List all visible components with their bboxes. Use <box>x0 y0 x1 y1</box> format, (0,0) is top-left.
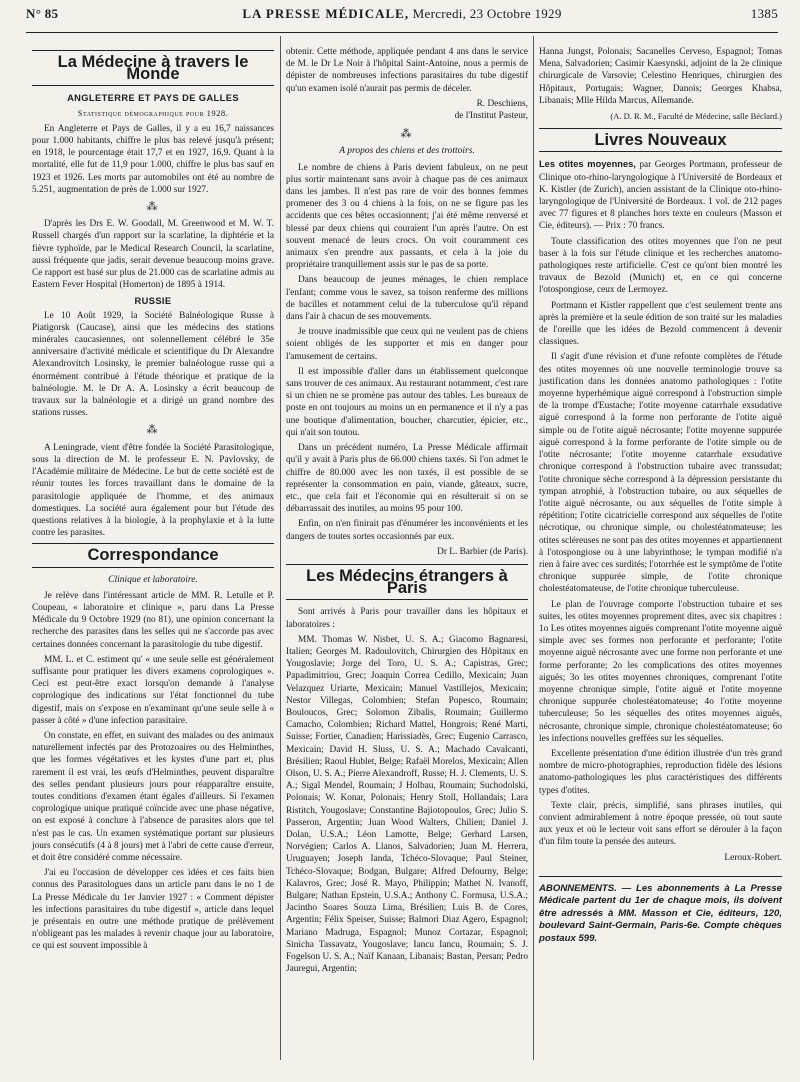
page-number: 1385 <box>750 6 778 21</box>
asterism-separator: ⁂ <box>146 201 160 214</box>
section-title-box <box>539 128 782 152</box>
paragraph: D'après les Drs E. W. Goodall, M. Greenwood et M. W. T. Russell chargés d'un rapport sur la scarlatine, la diphtérie et la fièvre typhoïde, par le Medical Research Council, la scarlatine, aussi fréquente que jadis, serait devenue beaucoup moins grave. Ce rapport est basé sur plus de 21.000 cas de scarlatine admis au Eastern Fever Hospital (Homerton) de 1895 à 1914. <box>32 219 274 291</box>
paragraph: obtenir. Cette méthode, appliquée pendant 4 ans dans le service de M. le Dr Le Noir à l'hôpital Saint-Antoine, nous a permis de dépister de nombreuses infections parasitaires du tube digestif qu'un examen isolé n'aurait pas permis de déceler. <box>286 47 528 94</box>
paragraph: Hanna Jungst, Polonais; Sacanelles Cerveso, Espagnol; Tomas Mena, Salvadorien; Casimir Kaesynski, adjoint de la 2e clinique chirurgicale de Varsovie; Celestino Henriques, chirurgien des Hôpitaux, Portugais; Wagner, Danois; Georges Khabsa, Libanais; Mlle Hilda Marcus, Allemande. <box>539 47 782 106</box>
paragraph: MM. L. et C. estiment qu' « une seule selle est généralement suffisante pour pratiquer les divers examens coprologiques ». Ceci est peut-être exact lorsqu'on demande à l'analyse coprologique des indications sur l'état fonctionnel du tube digestif, mais on s'expose en n'examinant qu'une seule selle à « passer à côté » d'une infection parasitaire. <box>32 654 274 726</box>
section-title-box <box>286 564 528 600</box>
paragraph: A Leningrade, vient d'être fondée la Société Parasitologique, sous la direction de M. le professeur E. N. Pavlovsky, de l'Académie militaire de Médecine. Le but de cette société est de réunir toutes les forces travaillant dans le domaine de la parasitologie appliquée de l'homme, et des animaux domestiques. La société aura également pour but l'étude des questions relatives à la biologie, à la prophylaxie et à la lutte contre les parasites. <box>32 442 274 539</box>
column-right <box>539 46 782 945</box>
signature-affiliation: de l'Institut Pasteur, <box>454 111 528 122</box>
paragraph: J'ai eu l'occasion de développer ces idées et ces faits bien connus des Parasitologues dans un article paru dans le no 1 de La Presse Médicale du 1er Janvier 1927 : « Comment dépister les infections parasitaires du tube digestif », article dans lequel je présentais en outre une méthode pratique de prélèvement n'obligeant pas les malades à revenir chaque jour au laboratoire, ce qui est souvent impossible à <box>32 868 274 952</box>
subscription-notice: ABONNEMENTS. — Les abonnements à La Presse Médicale partent du 1er de chaque mois, ils doivent être adressés à MM. Masson et Cie, éditeurs, 120, boulevard Saint-Germain, Paris-6e. Compte chèques postaux 599. <box>539 876 782 946</box>
author-signature <box>286 98 528 122</box>
paragraph: Dans un précédent numéro, La Presse Médicale affirmait qu'il y avait à Paris plus de 66.000 chiens taxés. Si l'on admet le chiffre de 80.000 avec les non taxés, il est possible de se représenter la consommation en pain, viande, gâteaux, sucre, etc., que cela fait et l'économie qui en résulterait si on se débarrassait des inutiles, au moins 95 pour 100. <box>286 443 528 515</box>
paragraph: Le 10 Août 1929, la Société Balnéologique Russe à Piatigorsk (Caucase), ainsi que les médecins des stations minérales caucasiennes, ont solennellement célébré le 35e anniversaire d'activité médicale et scientifique du Dr Alexandre Alexandrovitch Losinsky, le premier balnéologue russe qui a énormément contribué à l'étude théorique et pratique de la balnéologie. M. le Dr A. A. Losinsky a écrit beaucoup de travaux sur la balnéologie et a dirigé un grand nombre des stations russes. <box>32 310 274 419</box>
paragraph: Il est impossible d'aller dans un établissement quelconque sans trouver de ces animaux. Au restaurant notamment, c'est rare si un chien ne se promène pas autour des tables. Les bureaux de poste en ont toujours au moins un en permanence et il n'y a pas une boutique d'alimentation, boucher, charcutier, épicier, etc., qui n'ait son toutou. <box>286 366 528 438</box>
section-title: La Médecine à travers le Monde <box>57 53 249 84</box>
paragraph: Enfin, on n'en finirait pas d'énumérer les inconvénients et les dangers de toutes sortes occasionnés par eux. <box>286 519 528 542</box>
paragraph: Portmann et Kistler rappellent que c'est seulement trente ans après la première et la seule édition de son traité sur les maladies de l'oreille que les idées de Bezold commencent à devenir classiques. <box>539 300 782 348</box>
paragraph: Le plan de l'ouvrage comporte l'obstruction tubaire et ses suites, les otites moyennes proprement dites, avec six chapitres : 1o Les otites moyennes aiguës comprenant l'otite moyenne aiguë simple avec ses formes non perforante et perforante; l'otite moyenne aiguë nécrosante avec une forme non perforante et une forme perforante; 2o les complications des otites moyennes aiguës; 3o les otites moyennes chroniques, comprenant l'otite moyenne chronique simple, l'otite aiguë et l'otite moyenne chronique suppurée cholestéatomateuse; 4o l'otite moyenne tuberculeuse; 5o les séquelles des otites moyennes aiguës, nécrosante, chronique simple, chronique cholestéatomateuse; 6o les infections nouvelles greffées sur les séquelles. <box>539 599 782 744</box>
paragraph: Texte clair, précis, simplifié, sans phrases inutiles, qui convient admirablement à notre époque pressée, où tout saute aux yeux et où le lecteur voit sans effort se dérouler à la façon d'un film toute la pensée des auteurs. <box>539 800 782 848</box>
subsection-subtitle: Statistique démographique pour 1928. <box>77 107 229 118</box>
reviewer-signature: Leroux-Robert. <box>724 852 782 863</box>
asterism-separator: ⁂ <box>400 128 414 141</box>
list-source: (A. D. R. M., Faculté de Médecine, salle Béclard.) <box>610 111 782 122</box>
column-divider <box>533 36 534 1060</box>
book-title: Les otites moyennes, <box>539 159 636 170</box>
signature-name: R. Deschiens, <box>476 98 528 109</box>
book-details: par Georges Portmann, professeur de Clinique oto-rhino-laryngologique à l'Université de Bordeaux et K. Kistler (de Zurich), ancien assistant de la Clinique oto-rhino-laryngologique de l'Université de Bordeaux. 1 vol. de 212 pages avec 77 figures et 8 planches hors texte en couleurs (Masson et Cie, éditeurs). — Prix : 70 francs. <box>539 160 783 232</box>
header-rule <box>26 32 778 33</box>
paragraph: Dans beaucoup de jeunes ménages, le chien remplace l'enfant; comme vous le savez, sa toison renferme des millions de bacilles et notamment celui de la tuberculose qu'il répand dans l'air à chacun de ses mouvements. <box>286 275 528 323</box>
masthead <box>26 6 778 22</box>
paragraph: Le nombre de chiens à Paris devient fabuleux, on ne peut plus sortir maintenant sans avoir à chaque pas de ces animaux dans les jambes. Il n'est pas rare de voir des bonnes femmes promener des 3 ou 4 chiens à la fois, on ne se figure pas les accidents que ces bêtes occasionnent; j'ai été même renversé et blessé par deux chiens qui couraient l'un après l'autre. On est souvent menacé de leurs crocs. On voit couramment ces animaux s'en prendre aux passants, et cela à la joie du propriétaire tranquillement assis sur le pas de sa porte. <box>286 162 528 271</box>
paragraph: En Angleterre et Pays de Galles, il y a eu 16,7 naissances pour 1.000 habitants, chiffre le plus bas relevé jusqu'à présent; en 1918, le pourcentage était 17,7 et en 1927, 16,9. Quant à la mortalité, elle fut de 11,9 pour 1.000, chiffre le plus bas sauf en 1923 et 1926. Les morts par automobiles ont été au nombre de 5.251, augmentation de près de 1.000 sur 1927. <box>32 123 274 195</box>
column-left <box>32 46 274 956</box>
section-title: Correspondance <box>87 546 219 565</box>
column-middle <box>286 46 528 978</box>
section-title-box <box>32 543 274 567</box>
asterism-separator: ⁂ <box>146 424 160 437</box>
page-header <box>26 6 778 28</box>
paragraph: On constate, en effet, en suivant des malades ou des animaux naturellement infectés par des Protozoaires ou des Helminthes, que les formes végétatives et les kystes d'une part et, plus rarement il est vrai, les œufs d'Helminthes, peuvent disparaître des selles pendant plusieurs jours pour réapparaître ensuite, toutes conditions d'examen étant égales d'ailleurs. Si l'examen coprologique unique pratiqué coïncide avec une phase négative, on est exposé à conclure à l'absence de parasites alors que tel n'est pas le cas. Un examen systématique portant sur plusieurs jours consécutifs (4 à 8 jours) met à l'abri de cette cause d'erreur, et doit être considéré comme nécessaire. <box>32 730 274 863</box>
subsection-title: RUSSIE <box>134 296 172 307</box>
section-title: Les Médecins étrangers à Paris <box>306 566 508 598</box>
paragraph: Excellente présentation d'une édition illustrée d'un très grand nombre de micro-photographies, reproduction fidèle des lésions anatomo-pathologiques les plus caractéristiques des différents types d'otites. <box>539 748 782 796</box>
book-reference <box>539 158 782 232</box>
paragraph: Je relève dans l'intéressant article de MM. R. Letulle et P. Coupeau, « laboratoire et clinique », paru dans La Presse Médicale du 9 Octobre 1929 (no 81), une opinion concernant la recherche des parasites dans les selles qui ne s'accorde pas avec certaines données concernant la parasitologie du tube digestif. <box>32 590 274 650</box>
subsection-title: ANGLETERRE ET PAYS DE GALLES <box>67 93 239 104</box>
paragraph: Sont arrivés à Paris pour travailler dans les hôpitaux et laboratoires : <box>286 607 528 630</box>
section-title-box <box>32 50 274 86</box>
paragraph: Je trouve inadmissible que ceux qui ne veulent pas de chiens soient obligés de les supporter et mis en danger pour l'amusement de certains. <box>286 327 528 362</box>
issue-number: N° 85 <box>26 6 59 21</box>
author-signature: Dr L. Barbier (de Paris). <box>437 546 528 557</box>
article-title: Clinique et laboratoire. <box>108 574 198 585</box>
column-divider <box>280 36 281 1060</box>
journal-name: LA PRESSE MÉDICALE, <box>242 6 410 21</box>
section-title: Livres Nouveaux <box>594 131 727 150</box>
article-title: A propos des chiens et des trottoirs. <box>339 146 475 157</box>
paragraph: MM. Thomas W. Nisbet, U. S. A.; Giacomo Bagnaresi, Italien; Georges M. Radoulovitch, Chirurgien des Hôpitaux en Yougoslavie; Jorge del Toro, U. S. A.; Capistras, Grec; Papadimitriou, Grec; Joaquin Correa Cedillo, Mexicain; Juan Velazquez Uriarte, Mexicain; Manuel Vastillejos, Mexicain; Nestor Villegas, Colombien; Stefan Popesco, Roumain; Bouloucos, Grec; Solomon Zibalis, Roumain; Guillermo Camacho, Colombien; Richard Mattel, Hongrois; René Marti, Suisse; Fortier, Canadien; Harissiadès, Grec; Eugenio Carrasco, Mexicain; David H. Sluss, U. S. A.; Machado Cavalcanti, Brésilien; Raoul Hublet, Belge; Rafaël Morelos, Mexicain; Allen Olson, U. S. A.; Pierre Alexandroff, Russe; H. J. Clements, U. S. A.; Sigal Mendel, Roumain; J Holbau, Roumain; Suchodolski, Polonais; W. Konar, Polonais; Henry Stoll, Hollandais; Lara Ristitch, Yougoslave; Constantine Bajiotopoulos, Grec; Julio S. Passeron, Argentin; Juan Wood Walters, Chilien; Daniel J. Dolan, U.S.A.; Léon Lamotte, Belge; Gerhard Larsen, Norvégien; Carlos A. Llanos, Salvadorien; Juan M. Herrera, Uruguayen; Joseph Ianda, Tchéco-Slovaque; Paul Steiner, Tchéco-Slovaque; Bodgan, Bulgare; Alfred Defourny, Belge; Kalavros, Grec; José R. Mayo, Philippin; Mathet N. Ivanoff, Bulgare; Nathan Epstein, U.S.A.; Anthony C. Formusa, U.S.A.; Jacintho Soares Souza Lima, Brésilien; Luis B. de Cores, Argentin; Félix Speiser, Suisse; Balmori Diaz Agero, Espagnol; Mariano Madruga, Espagnol; Munoz Cortazar, Espagnol; Sinicha Tassavatz, Yougoslave; Iancu Iancu, Roumain; S. J. Fogelson U. S. A.; Naïf Kanaan, Libanais; Bastan, Persan; Pedro Jauregui, Argentin; <box>286 634 528 975</box>
paragraph: Toute classification des otites moyennes que l'on ne peut baser à la fois sur l'étude clinique et les recherches anatomo-pathologiques reste artificielle. C'est ce qu'ont bien montré les travaux de Bezold (Munich) et, en ce qui concerne l'otospongiose, ceux de Lermoyez. <box>539 236 782 296</box>
paragraph: Il s'agit d'une révision et d'une refonte complètes de l'étude des otites moyennes où une nouvelle terminologie trouve sa justification dans les données anatomo pathologiques : l'otite moyenne hyperhémique aiguë correspond à l'obstruction simple de la trompe d'Eustache; l'otite moyenne catarrhale exsudative aiguë correspond à la forme non perforante de l'otite aiguë simple ou de l'otite aiguë nécrosante; l'otite moyenne suppurée aiguë correspond à la forme perforante de l'otite simple ou de l'otite nécrosante; l'otite moyenne catarrhale exsudative chronique correspond à l'obstruction tubaire avec transsudat; l'otite chronique sèche correspond à la dépression persistante du tympan atrophié, à l'obstruction tubaire, ou aux séquelles de l'otite aiguë nécrosante, ou aux séquelles de l'otite simple à répétition; l'otite cicatricielle correspond aux séquelles de l'otite nécrotique, ou chronique simple, ou cholestéatomateuse; les otites scléreuses ne sont pas des otites moyennes et appartiennent à l'otospongiose ou à une labyrinthose; le tympan modifié n'a rien à faire avec ces surdités; l'otorrhée est le symptôme de l'otite chronique suppurée simple, de l'otite chronique cholestéatomateuse, de l'otite chronique tuberculeuse. <box>539 352 782 595</box>
issue-date: Mercredi, 23 Octobre 1929 <box>412 6 562 21</box>
